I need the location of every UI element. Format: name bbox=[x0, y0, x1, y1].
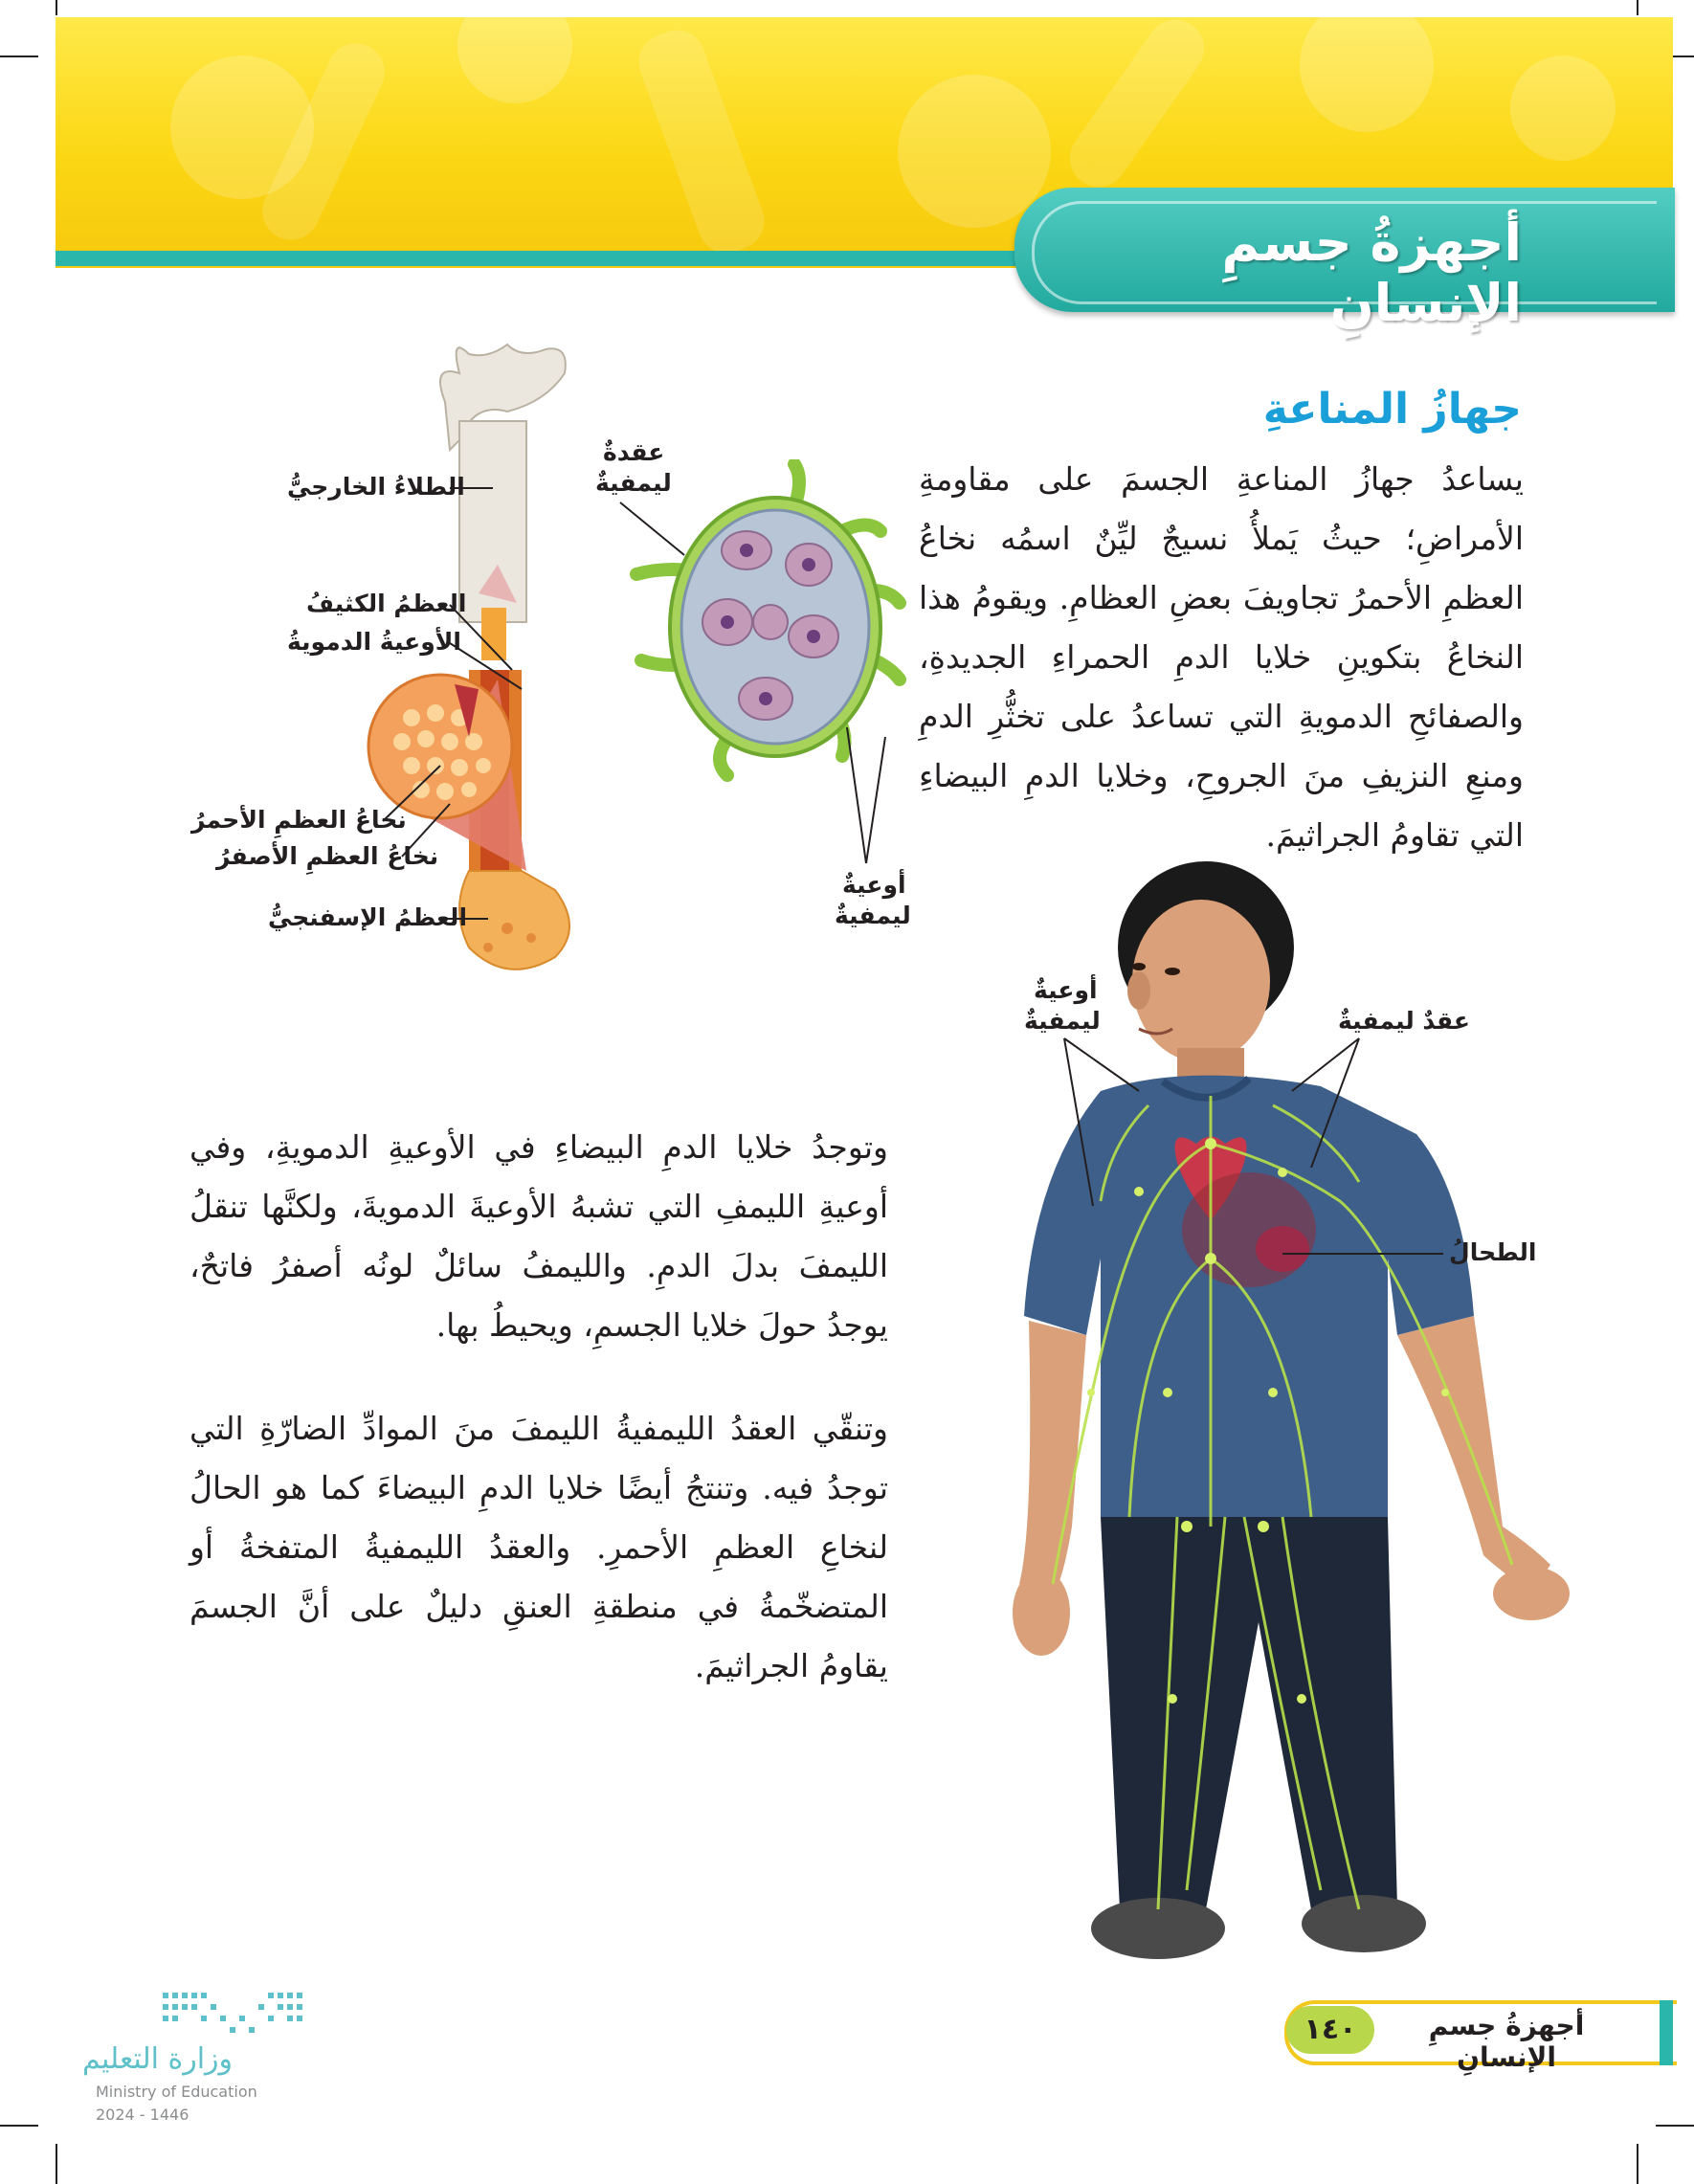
edition-year: 2024 - 1446 bbox=[96, 2106, 189, 2124]
ministry-name-english: Ministry of Education bbox=[96, 2083, 257, 2101]
footer-title: أجهزةُ جسمِ الإنسانِ bbox=[1428, 2010, 1585, 2073]
label-lymph-node-line2: ليمفيةٌ bbox=[595, 469, 672, 497]
page-title: أجهزةُ جسمِ الإنسانِ bbox=[1221, 212, 1522, 333]
paragraph-lymph-nodes: وتنقّي العقدُ الليمفيةُ الليمفَ منَ الموادِّ الضارّةِ التي توجدُ فيه. وتنتجُ أيضًا خلايا الدمِ البيضاءَ كما هو الحالُ لنخاعِ العظمِ الأحمرِ. والعقدُ الليمفيةُ المتفخةُ أو المتضخّمةُ في منطقةِ العنقِ دليلٌ على أنَّ الجسمَ يقاومُ الجراثيمَ. bbox=[189, 1410, 888, 1684]
label-blood-vessels: الأوعيةُ الدمويةُ bbox=[287, 628, 461, 656]
ministry-name-arabic: وزارة التعليم bbox=[82, 2042, 234, 2076]
label-compact-bone: العظمُ الكثيفُ bbox=[306, 590, 467, 617]
label-spongy-bone: العظمُ الإسفنجيُّ bbox=[268, 903, 468, 931]
label-body-lymph-nodes: عقدٌ ليمفيةٌ bbox=[1338, 1007, 1470, 1035]
label-spleen: الطحالُ bbox=[1449, 1238, 1537, 1266]
label-body-lymph-vessels-line1: أوعيةٌ bbox=[1034, 976, 1098, 1004]
label-lymph-node-line1: عقدةٌ bbox=[603, 438, 665, 466]
label-lymph-vessels-line2: ليمفيةٌ bbox=[835, 902, 911, 929]
label-body-lymph-vessels-line2: ليمفيةٌ bbox=[1024, 1007, 1101, 1035]
footer-accent bbox=[1660, 2000, 1673, 2065]
label-yellow-marrow: نخاعُ العظمِ الأصفرُ bbox=[216, 842, 439, 870]
section-title: جهازُ المناعةِ bbox=[1262, 385, 1522, 434]
label-outer-coating: الطلاءُ الخارجيُّ bbox=[287, 473, 465, 501]
paragraph-bone-marrow: يساعدُ جهازُ المناعةِ الجسمَ على مقاومةِ الأمراضِ؛ حيثُ يَملأُ نسيجٌ ليِّنٌ اسمُه نخاعُ العظمِ الأحمرُ تجاويفَ بعضِ العظامِ. ويقومُ هذا النخاعُ بتكوينِ خلايا الدمِ الحمراءِ الجديدةِ، والصفائحِ الدمويةِ التي تساعدُ على تخثُّرِ الدمِ ومنعِ النزيفِ منَ الجروحِ، وخلايا الدمِ البيضاءِ التي تقاومُ الجراثيمَ. bbox=[919, 460, 1524, 854]
label-lymph-vessels-line1: أوعيةٌ bbox=[842, 871, 906, 899]
ministry-logo-icon bbox=[163, 1985, 316, 2042]
paragraph-white-blood-cells: وتوجدُ خلايا الدمِ البيضاءِ في الأوعيةِ الدمويةِ، وفي أوعيةِ الليمفِ التي تشبهُ الأوعيةَ الدمويةَ، ولكنَّها تنقلُ الليمفَ بدلَ الدمِ. والليمفُ سائلٌ لونُه أصفرُ فاتحٌ، يوجدُ حولَ خلايا الجسمِ، ويحيطُ بها. bbox=[189, 1128, 888, 1344]
page-number: ١٤٠ bbox=[1286, 2006, 1374, 2054]
label-red-marrow: نخاعُ العظمِ الأحمرُ bbox=[191, 806, 407, 834]
